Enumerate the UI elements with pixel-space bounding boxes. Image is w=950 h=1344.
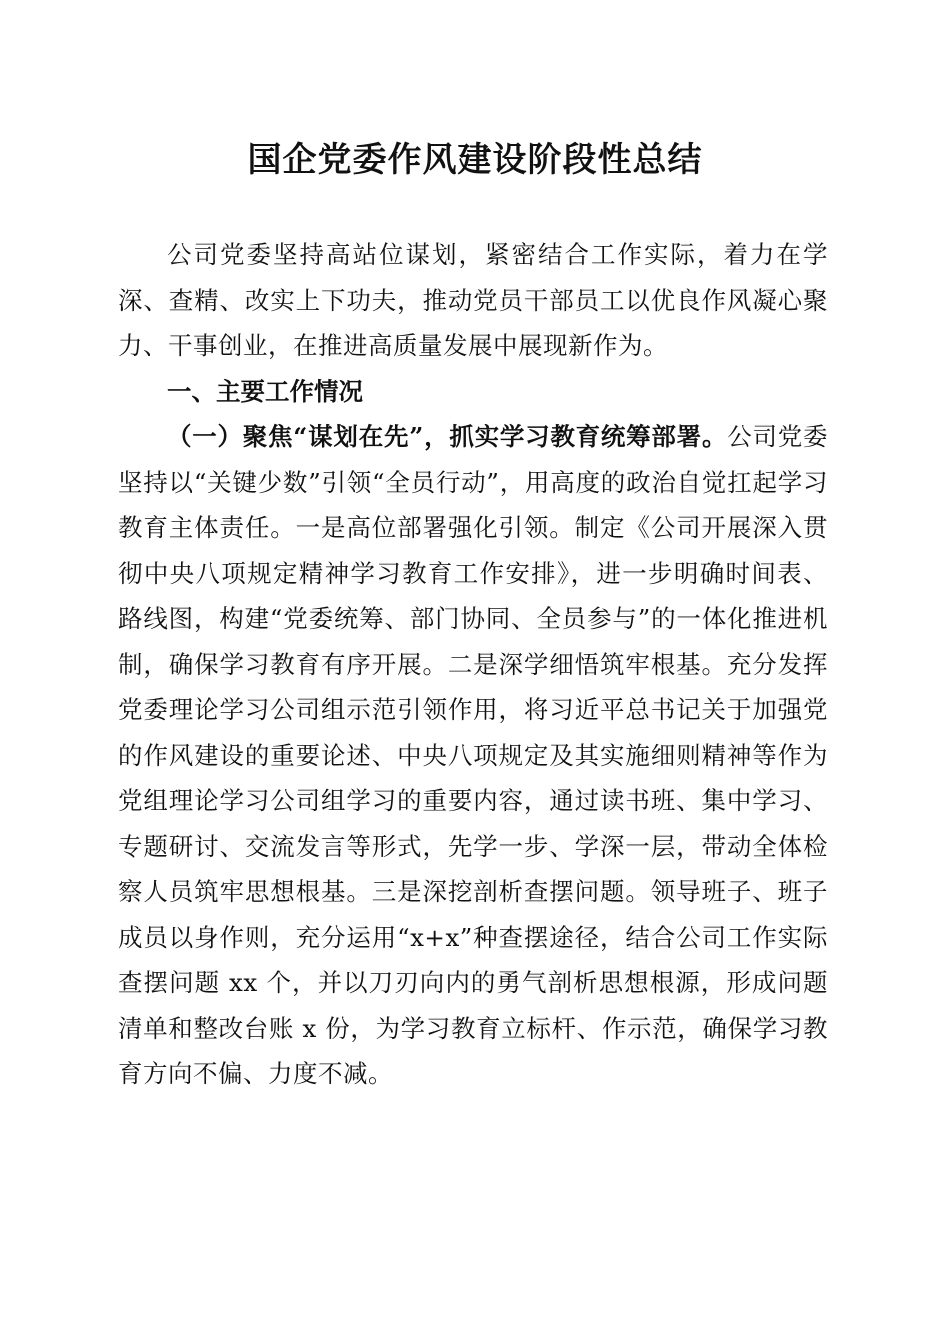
subsection-body: 公司党委坚持以“关键少数”引领“全员行动”，用高度的政治自觉扛起学习教育主体责任。一是高位部署强化引领。制定《公司开展深入贯彻中央八项规定精神学习教育工作安排》，进一步明确时间表、路线图，构建“党委统筹、部门协同、全员参与”的一体化推进机制，确保学习教育有序开展。二是深学细悟筑牢根基。充分发挥党委理论学习公司组示范引领作用，将习近平总书记关于加强党的作风建设的重要论述、中央八项规定及其实施细则精神等作为党组理论学习公司组学习的重要内容，通过读书班、集中学习、专题研讨、交流发言等形式，先学一步、学深一层，带动全体检察人员筑牢思想根基。三是深挖剖析查摆问题。领导班子、班子成员以身作则，充分运用“x+x”种查摆途径，结合公司工作实际查摆问题 xx 个，并以刀刃向内的勇气剖析思想根源，形成问题清单和整改台账 x 份，为学习教育立标杆、作示范，确保学习教育方向不偏、力度不减。: [118, 422, 829, 1088]
intro-paragraph: 公司党委坚持高站位谋划，紧密结合工作实际，着力在学深、查精、改实上下功夫，推动党员干部员工以优良作风凝心聚力、干事创业，在推进高质量发展中展现新作为。: [118, 240, 828, 360]
document-title: 国企党委作风建设阶段性总结: [247, 140, 703, 180]
section-heading: 一、主要工作情况: [167, 376, 363, 406]
subsection-lead: （一）聚焦“谋划在先”，抓实学习教育统筹部署。: [167, 422, 728, 451]
subsection-paragraph: [118, 414, 828, 1097]
document-body: [118, 232, 828, 1097]
